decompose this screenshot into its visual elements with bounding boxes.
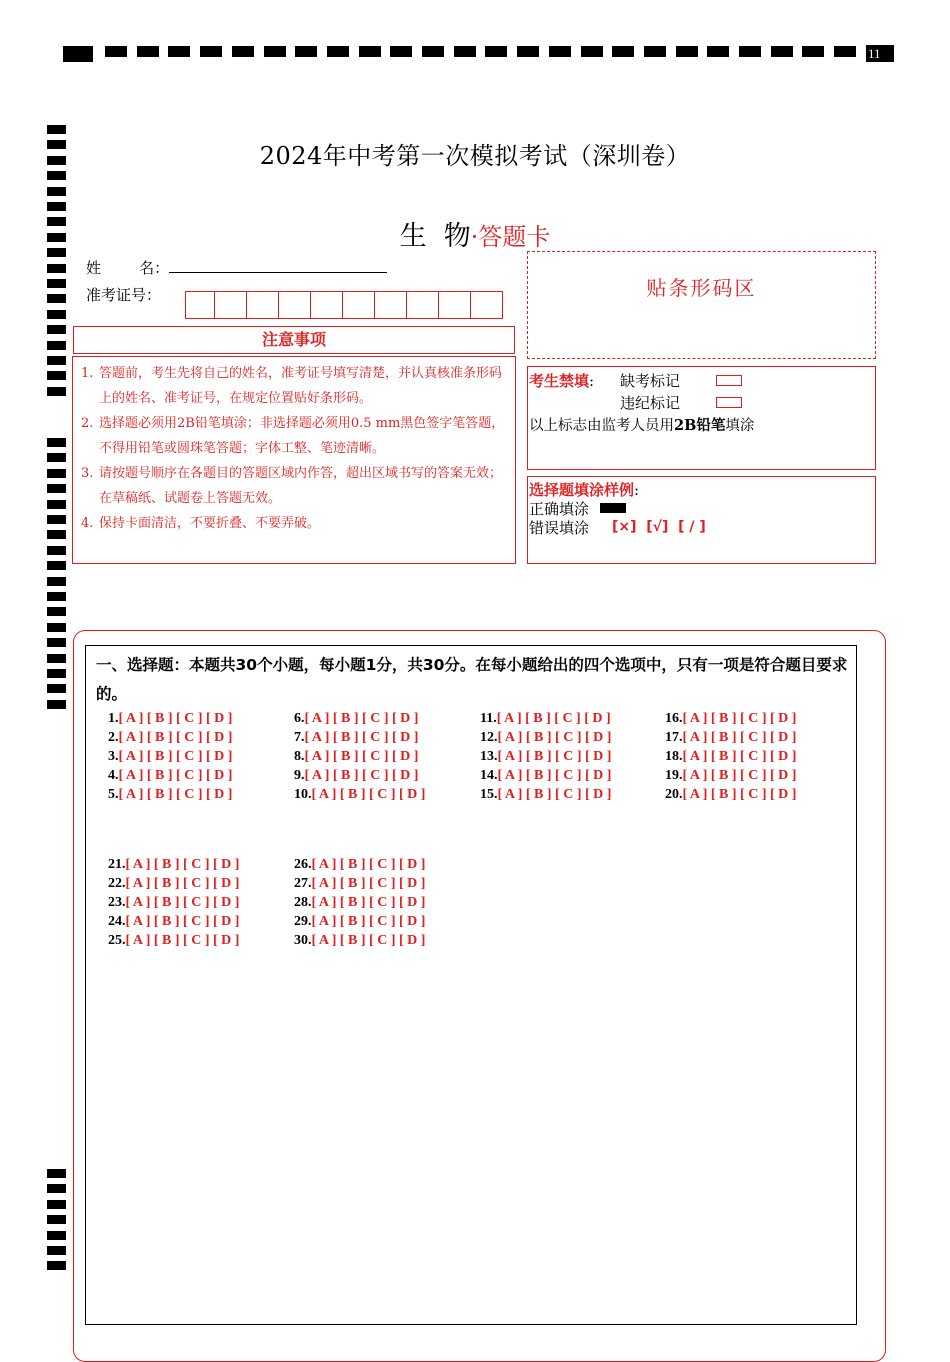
id-digit-box[interactable] [185,291,215,319]
timing-mark [581,46,603,57]
barcode-area-label: 贴条形码区 [646,276,757,300]
answer-options[interactable]: [ A ] [ B ] [ C ] [ D ] [682,787,797,802]
question-number: 1. [108,711,119,726]
fill-sample-title: 选择题填涂样例 [529,481,635,499]
question-number: 19. [665,768,683,783]
name-field[interactable] [169,272,387,273]
question-number: 24. [108,914,126,929]
timing-mark [47,530,66,539]
timing-mark [47,1231,66,1240]
timing-mark [295,46,317,57]
timing-mark [232,46,254,57]
timing-mark [47,1215,66,1224]
subject-title [0,214,950,253]
question-item [294,749,418,765]
timing-mark [47,1184,66,1193]
answer-options[interactable]: [ A ] [ B ] [ C ] [ D ] [311,895,426,910]
question-item [294,876,425,892]
question-number: 14. [480,768,498,783]
timing-mark [47,669,66,678]
question-number: 7. [294,730,305,745]
timing-mark [47,500,66,509]
answer-options[interactable]: [ A ] [ B ] [ C ] [ D ] [311,933,426,948]
question-item [665,730,796,746]
answer-options[interactable]: [ A ] [ B ] [ C ] [ D ] [311,857,426,872]
correct-fill-label: 正确填涂 [529,500,590,518]
answer-options[interactable]: [ A ] [ B ] [ C ] [ D ] [682,711,797,726]
page-number: 11 [866,45,894,62]
question-item [108,768,232,784]
question-number: 2. [108,730,119,745]
answer-options[interactable]: [ A ] [ B ] [ C ] [ D ] [311,787,426,802]
timing-mark [47,561,66,570]
question-item [108,914,239,930]
answer-options[interactable]: [ A ] [ B ] [ C ] [ D ] [118,749,233,764]
question-item [480,749,611,765]
timing-mark [47,453,66,462]
forbidden-note: 以上标志由监考人员用2B铅笔填涂 [529,417,755,434]
question-item [108,876,239,892]
question-item [108,787,232,803]
wrong-fill-label: 错误填涂 [529,519,590,537]
timing-mark [47,341,66,350]
timing-mark [47,577,66,586]
notice-list [72,356,516,564]
question-number: 8. [294,749,305,764]
timing-mark [47,1169,66,1178]
question-item [480,711,611,727]
question-number: 26. [294,857,312,872]
timing-mark [802,46,824,57]
question-number: 18. [665,749,683,764]
question-item [294,914,425,930]
answer-options[interactable]: [ A ] [ B ] [ C ] [ D ] [304,768,419,783]
answer-options[interactable]: [ A ] [ B ] [ C ] [ D ] [311,914,426,929]
timing-mark [63,46,93,62]
timing-mark [47,294,66,303]
absent-mark-label: 缺考标记 [620,372,681,390]
name-label: 姓 名： [86,259,170,277]
question-item [480,787,611,803]
id-digit-box[interactable] [247,291,279,319]
question-number: 4. [108,768,119,783]
question-item [294,857,425,873]
question-number: 10. [294,787,312,802]
id-digit-box[interactable] [311,291,343,319]
question-number: 16. [665,711,683,726]
question-number: 17. [665,730,683,745]
timing-mark [739,46,761,57]
notice-item: 3. 请按题号顺序在各题目的答题区域内作答，超出区域书写的答案无效；在草稿纸、试题卷上答题无效。 [81,466,503,506]
timing-mark [47,638,66,647]
timing-mark [105,46,127,57]
timing-mark [47,279,66,288]
notice-item: 2. 选择题必须用2B铅笔填涂；非选择题必须用0.5 mm黑色签字笔答题，不得用铅笔或圆珠笔答题；字体工整、笔迹清晰。 [81,416,505,456]
exam-title: 2024年中考第一次模拟考试（深圳卷） [259,142,691,170]
timing-mark [47,484,66,493]
question-number: 28. [294,895,312,910]
timing-mark [47,592,66,601]
timing-mark [47,469,66,478]
answer-options[interactable]: [ A ] [ B ] [ C ] [ D ] [497,787,612,802]
forbidden-box: 考生禁填: 缺考标记 违纪标记 以上标志由监考人员用2B铅笔填涂 [527,366,876,470]
timing-mark [454,46,476,57]
correct-fill-sample [600,503,626,513]
section-title: 一、选择题：本题共30个小题，每小题1分，共30分。在每小题给出的四个选项中，只有一项是符合题目要求的。 [96,656,848,703]
notice-item: 1. 答题前，考生先将自己的姓名，准考证号填写清楚，并认真核准条形码上的姓名、准考证号，在规定位置贴好条形码。 [81,366,503,406]
id-digit-box[interactable] [407,291,439,319]
timing-mark [137,46,159,57]
answer-options[interactable]: [ A ] [ B ] [ C ] [ D ] [118,768,233,783]
id-label: 准考证号： [86,286,162,304]
answer-options[interactable]: [ A ] [ B ] [ C ] [ D ] [682,768,797,783]
id-digit-box[interactable] [279,291,311,319]
section-answer-area [85,645,857,1325]
question-item [108,933,239,949]
violation-mark-box[interactable] [716,397,742,408]
answer-options[interactable]: [ A ] [ B ] [ C ] [ D ] [311,876,426,891]
answer-options[interactable]: [ A ] [ B ] [ C ] [ D ] [497,749,612,764]
answer-options[interactable]: [ A ] [ B ] [ C ] [ D ] [496,711,611,726]
notice-title: 注意事项 [73,326,515,354]
timing-mark [47,387,66,396]
answer-options[interactable]: [ A ] [ B ] [ C ] [ D ] [118,787,233,802]
answer-options[interactable]: [ A ] [ B ] [ C ] [ D ] [125,895,240,910]
question-number: 12. [480,730,498,745]
timing-mark [47,623,66,632]
timing-mark [517,46,539,57]
answer-options[interactable]: [ A ] [ B ] [ C ] [ D ] [682,749,797,764]
question-item [294,895,425,911]
id-digit-boxes[interactable] [185,291,503,319]
question-item [108,711,232,727]
timing-mark [47,310,66,319]
timing-mark [47,1246,66,1255]
question-item [108,895,239,911]
wrong-fill-samples: [×] [√] [ / ] [612,519,706,535]
fill-sample-box: 选择题填涂样例: 正确填涂 错误填涂 [×] [√] [ / ] [527,476,876,564]
id-digit-box[interactable] [343,291,375,319]
question-item [665,749,796,765]
answer-options[interactable]: [ A ] [ B ] [ C ] [ D ] [497,730,612,745]
timing-mark [422,46,444,57]
timing-mark [644,46,666,57]
question-item [294,933,425,949]
timing-mark [47,546,66,555]
question-item [108,730,232,746]
timing-mark [47,607,66,616]
id-digit-box[interactable] [439,291,471,319]
question-number: 21. [108,857,126,872]
id-digit-box[interactable] [471,291,503,319]
timing-mark [327,46,349,57]
answer-options[interactable]: [ A ] [ B ] [ C ] [ D ] [682,730,797,745]
answer-options[interactable]: [ A ] [ B ] [ C ] [ D ] [497,768,612,783]
timing-mark [485,46,507,57]
timing-mark [47,654,66,663]
question-number: 25. [108,933,126,948]
timing-mark [676,46,698,57]
subject-name: 生 物 [399,221,471,252]
timing-mark [834,46,856,57]
answer-options[interactable]: [ A ] [ B ] [ C ] [ D ] [125,857,240,872]
timing-mark [47,1261,66,1270]
question-item [480,768,611,784]
timing-mark [771,46,793,57]
question-number: 30. [294,933,312,948]
timing-mark [47,325,66,334]
absent-mark-box[interactable] [716,375,742,386]
answer-options[interactable]: [ A ] [ B ] [ C ] [ D ] [118,711,233,726]
question-number: 6. [294,711,305,726]
question-number: 20. [665,787,683,802]
timing-mark [47,700,66,709]
id-digit-box[interactable] [375,291,407,319]
question-number: 15. [480,787,498,802]
timing-mark [200,46,222,57]
timing-mark [264,46,286,57]
timing-mark [47,356,66,365]
question-item [665,787,796,803]
question-number: 27. [294,876,312,891]
question-item [108,857,239,873]
question-item [108,749,232,765]
violation-mark-label: 违纪标记 [620,394,681,412]
question-item [480,730,611,746]
timing-mark [168,46,190,57]
answer-options[interactable]: [ A ] [ B ] [ C ] [ D ] [118,730,233,745]
timing-mark [47,264,66,273]
question-number: 29. [294,914,312,929]
answer-options[interactable]: [ A ] [ B ] [ C ] [ D ] [125,876,240,891]
timing-mark [390,46,412,57]
answer-options[interactable]: [ A ] [ B ] [ C ] [ D ] [304,730,419,745]
timing-mark [47,125,66,134]
answer-options[interactable]: [ A ] [ B ] [ C ] [ D ] [125,933,240,948]
timing-mark [47,202,66,211]
barcode-area [527,251,876,359]
timing-mark [707,46,729,57]
question-item [294,730,418,746]
question-number: 5. [108,787,119,802]
forbidden-title: 考生禁填 [529,372,590,390]
id-digit-box[interactable] [215,291,247,319]
timing-mark [47,1200,66,1209]
timing-mark [359,46,381,57]
question-number: 3. [108,749,119,764]
question-number: 11. [480,711,497,726]
question-number: 13. [480,749,498,764]
answer-card-label: ·答题卡 [470,223,551,251]
timing-mark [549,46,571,57]
timing-mark [47,684,66,693]
answer-options[interactable]: [ A ] [ B ] [ C ] [ D ] [304,749,419,764]
timing-mark [47,515,66,524]
question-item [665,711,796,727]
question-item [294,768,418,784]
question-item [294,787,425,803]
timing-mark [47,438,66,447]
timing-mark [612,46,634,57]
timing-mark [47,187,66,196]
answer-options[interactable]: [ A ] [ B ] [ C ] [ D ] [304,711,419,726]
question-number: 9. [294,768,305,783]
timing-mark [47,171,66,180]
question-number: 22. [108,876,126,891]
timing-mark [47,371,66,380]
question-number: 23. [108,895,126,910]
question-item [665,768,796,784]
answer-options[interactable]: [ A ] [ B ] [ C ] [ D ] [125,914,240,929]
question-item [294,711,418,727]
notice-item: 4. 保持卡面清洁，不要折叠、不要弄破。 [81,516,321,531]
